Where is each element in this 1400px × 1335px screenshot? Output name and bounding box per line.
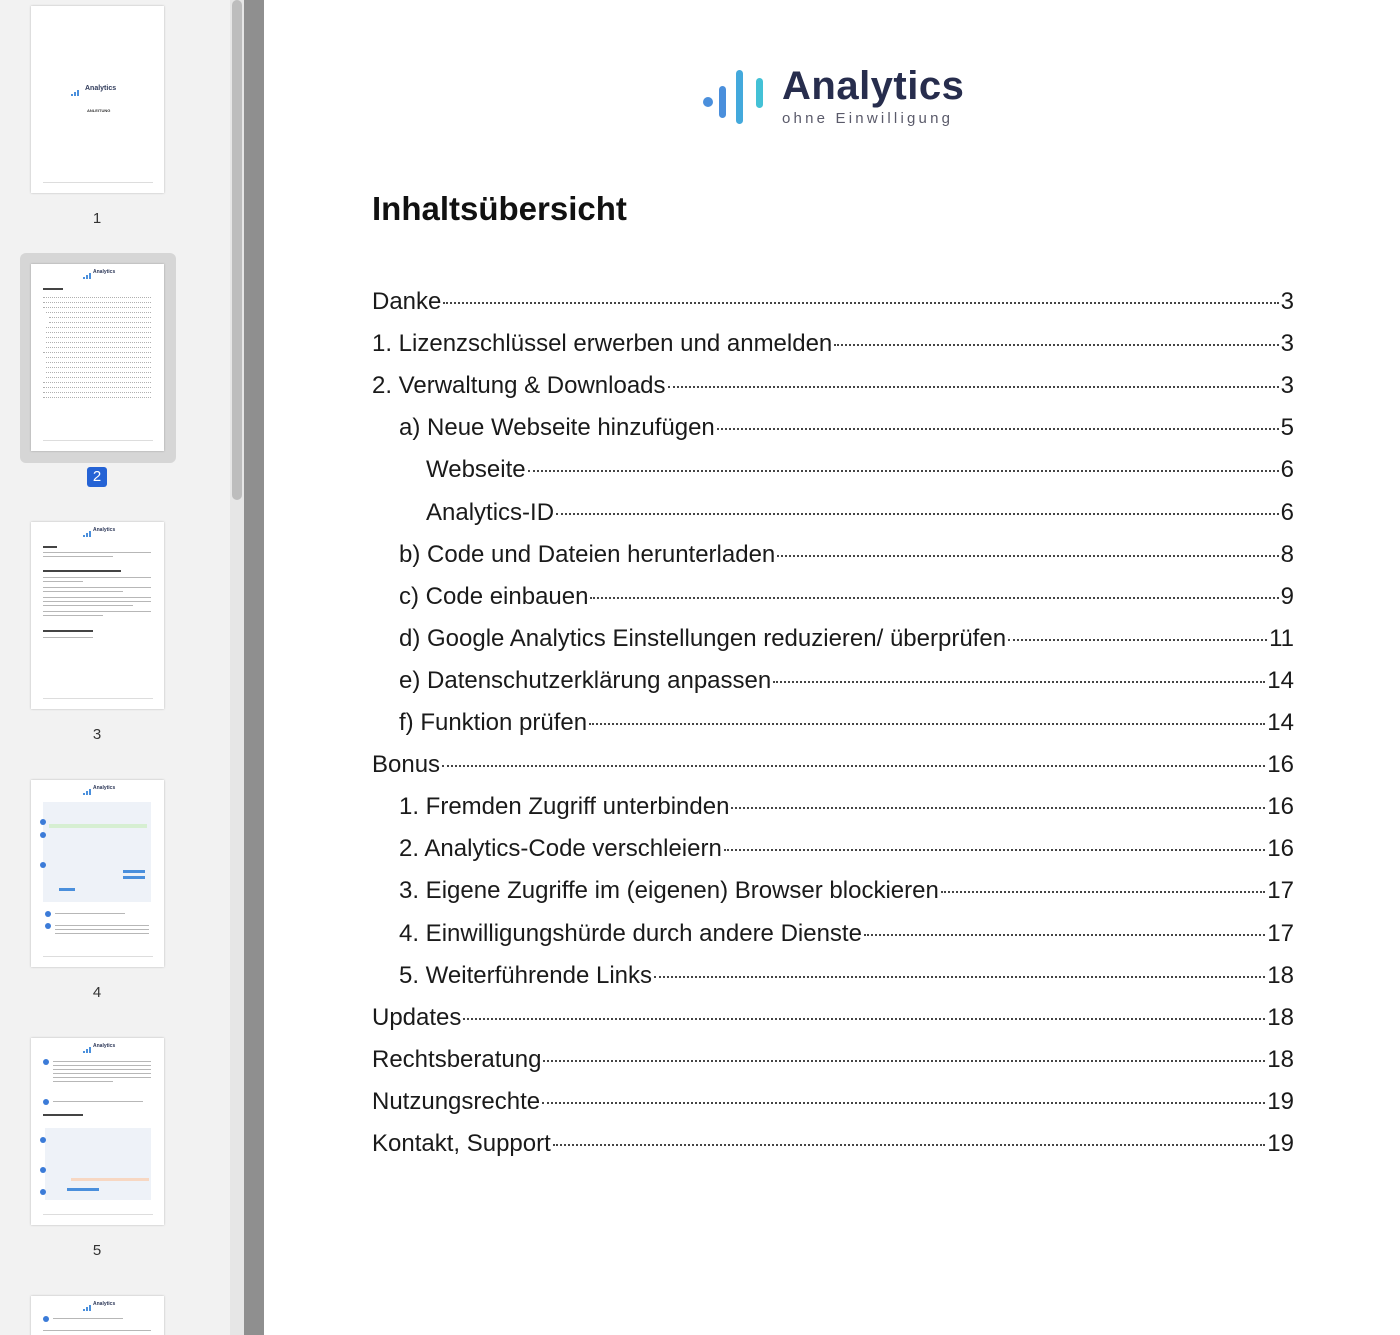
- mini-toc-line: [46, 342, 151, 343]
- mini-logo-icon: [71, 90, 81, 96]
- mini-step-10: [40, 1189, 46, 1195]
- toc-dot-leader: [724, 849, 1265, 851]
- toc-entry-page-number: 11: [1269, 624, 1294, 652]
- mini-text: [55, 933, 149, 934]
- page-number-1: 1: [92, 210, 102, 227]
- mini-text: [43, 637, 93, 638]
- toc-entry-page-number: 3: [1280, 372, 1294, 400]
- page-number-3: 3: [92, 726, 102, 743]
- toc-dot-leader: [442, 765, 1265, 767]
- page-thumbnail-1[interactable]: [31, 6, 164, 193]
- toc-entry[interactable]: [372, 1088, 1294, 1130]
- mini-logo-text: Analytics: [93, 1301, 116, 1307]
- logo-subtitle: ohne Einwilligung: [782, 110, 954, 127]
- toc-entry-label: Updates: [372, 1003, 462, 1031]
- mini-toc-line: [46, 332, 151, 333]
- toc-entry-page-number: 9: [1280, 582, 1294, 610]
- toc-entry[interactable]: [372, 288, 1294, 330]
- toc-entry[interactable]: [372, 541, 1294, 583]
- toc-dot-leader: [773, 681, 1265, 683]
- toc-entry-label: b) Code und Dateien herunterladen: [399, 540, 776, 568]
- mini-step: [43, 1316, 49, 1322]
- toc-entry-label: e) Datenschutzerklärung anpassen: [399, 666, 772, 694]
- analytics-logo: [702, 60, 982, 130]
- mini-button: [67, 1188, 99, 1191]
- toc-entry-label: Kontakt, Support: [372, 1130, 551, 1157]
- toc-entry-label: Bonus: [372, 751, 441, 779]
- mini-heading: [43, 1114, 83, 1116]
- page-thumbnail-4[interactable]: [31, 780, 164, 967]
- mini-toc-line: [46, 367, 151, 368]
- mini-toc-line: [49, 317, 151, 318]
- toc-dot-leader: [668, 386, 1279, 388]
- mini-logo-text: Analytics: [93, 785, 116, 791]
- toc-dot-leader: [717, 428, 1279, 430]
- toc-dot-leader: [589, 723, 1265, 725]
- mini-step-2: [40, 832, 46, 838]
- toc-dot-leader: [731, 807, 1265, 809]
- toc-dot-leader: [1008, 639, 1267, 641]
- toc-entry-label: 5. Weiterführende Links: [399, 961, 653, 989]
- mini-toc-line: [43, 397, 151, 398]
- toc-dot-leader: [590, 597, 1278, 599]
- mini-logo-text: Analytics: [85, 85, 117, 92]
- mini-logo-icon: [83, 531, 93, 537]
- mini-toc-line: [43, 297, 151, 298]
- toc-entry-page-number: 17: [1267, 877, 1294, 905]
- mini-text: [53, 1073, 151, 1074]
- logo-bars-icon: [702, 68, 772, 126]
- page-number-4: 4: [92, 984, 102, 1001]
- mini-heading: [43, 570, 121, 572]
- mini-toc-line: [43, 387, 151, 388]
- mini-step-1: [40, 819, 46, 825]
- mini-text: [43, 1330, 151, 1331]
- toc-entry-page-number: 6: [1280, 498, 1294, 526]
- mini-text: [43, 605, 133, 606]
- mini-text: [43, 591, 123, 592]
- toc-entry[interactable]: [372, 962, 1294, 1004]
- thumbnail-sidebar[interactable]: [0, 0, 244, 1335]
- mini-text: [43, 581, 83, 582]
- toc-entry[interactable]: [372, 583, 1294, 625]
- sidebar-scrollbar-thumb[interactable]: [232, 0, 242, 500]
- toc-entry-page-number: 16: [1267, 751, 1294, 779]
- toc-entry-page-number: 18: [1267, 961, 1294, 989]
- mini-text: [43, 587, 151, 588]
- mini-text: [43, 556, 113, 557]
- toc-dot-leader: [553, 1144, 1266, 1146]
- toc-entry[interactable]: [372, 1046, 1294, 1088]
- logo-title: Analytics: [782, 64, 965, 108]
- toc-entry-label: c) Code einbauen: [399, 582, 589, 610]
- toc-entry-page-number: 16: [1267, 835, 1294, 863]
- mini-toc-line: [46, 312, 151, 313]
- mini-footer: [43, 1214, 153, 1215]
- toc-entry-label: 4. Einwilligungshürde durch andere Dienste: [399, 919, 862, 947]
- toc-entry[interactable]: [372, 835, 1294, 877]
- toc-entry-page-number: 19: [1267, 1087, 1294, 1115]
- mini-text: [55, 929, 149, 930]
- toc-entry-label: Nutzungsrechte: [372, 1087, 541, 1115]
- mini-logo-text: Analytics: [93, 1043, 116, 1049]
- toc-entry-label: Analytics-ID: [426, 498, 555, 526]
- toc-entry-page-number: 8: [1280, 540, 1294, 568]
- mini-warning-bar: [71, 1178, 149, 1181]
- mini-toc-line: [46, 372, 151, 373]
- mini-heading: [43, 630, 93, 632]
- mini-step-7: [43, 1099, 49, 1105]
- mini-logo-icon: [83, 1305, 93, 1311]
- toc-entry-label: Rechtsberatung: [372, 1045, 542, 1073]
- mini-step-6: [43, 1059, 49, 1065]
- toc-entry-label: 2. Analytics-Code verschleiern: [399, 835, 722, 863]
- mini-footer: [43, 440, 153, 441]
- mini-text: [53, 1101, 143, 1102]
- toc-entry-label: 2. Verwaltung & Downloads: [372, 372, 666, 400]
- mini-text: [55, 925, 149, 926]
- mini-heading: [43, 288, 63, 290]
- toc-dot-leader: [463, 1018, 1265, 1020]
- mini-text: [43, 577, 151, 578]
- toc-entry-page-number: 17: [1267, 919, 1294, 947]
- toc-entry[interactable]: [372, 1130, 1294, 1172]
- toc-dot-leader: [528, 470, 1279, 472]
- sidebar-divider[interactable]: [244, 0, 264, 1335]
- mini-text: [53, 1318, 123, 1319]
- toc-dot-leader: [543, 1060, 1265, 1062]
- mini-step-4: [45, 911, 51, 917]
- toc-entry[interactable]: [372, 372, 1294, 414]
- page-thumbnail-5[interactable]: [31, 1038, 164, 1225]
- toc-dot-leader: [777, 555, 1278, 557]
- mini-button: [59, 888, 75, 891]
- page-title: Inhaltsübersicht: [372, 190, 627, 227]
- toc-entry-page-number: 6: [1280, 456, 1294, 484]
- mini-step-5: [45, 923, 51, 929]
- mini-logo-icon: [83, 1047, 93, 1053]
- mini-footer: [43, 698, 153, 699]
- toc-dot-leader: [443, 302, 1278, 304]
- toc-entry-page-number: 18: [1267, 1045, 1294, 1073]
- mini-screenshot: [43, 802, 151, 902]
- mini-logo-text: Analytics: [93, 527, 116, 533]
- mini-button: [123, 876, 145, 879]
- mini-step-9: [40, 1167, 46, 1173]
- mini-success-bar: [49, 824, 147, 828]
- mini-footer: [43, 956, 153, 957]
- toc-entry-label: 1. Fremden Zugriff unterbinden: [399, 793, 730, 821]
- toc-entry-page-number: 19: [1267, 1130, 1294, 1157]
- toc-entry-page-number: 3: [1280, 288, 1294, 315]
- toc-entry-label: a) Neue Webseite hinzufügen: [399, 414, 715, 442]
- toc-entry[interactable]: [372, 330, 1294, 372]
- toc-entry-page-number: 16: [1267, 793, 1294, 821]
- toc-dot-leader: [542, 1102, 1265, 1104]
- toc-dot-leader: [556, 513, 1279, 515]
- page-thumbnail-6[interactable]: [31, 1296, 164, 1335]
- mini-toc-line: [43, 392, 151, 393]
- mini-text: [43, 615, 103, 616]
- toc-entry-label: f) Funktion prüfen: [399, 709, 588, 736]
- mini-logo-text: Analytics: [93, 269, 116, 275]
- toc-entry-page-number: 5: [1280, 414, 1294, 442]
- toc-entry-page-number: 14: [1267, 709, 1294, 736]
- toc-entry[interactable]: [372, 414, 1294, 456]
- mini-step-8: [40, 1137, 46, 1143]
- toc-dot-leader: [941, 891, 1265, 893]
- mini-toc-line: [43, 352, 151, 353]
- toc-entry-page-number: 3: [1280, 330, 1294, 358]
- toc-entry[interactable]: [372, 456, 1294, 498]
- mini-step-3: [40, 862, 46, 868]
- mini-text: [55, 913, 125, 914]
- page-thumbnail-2[interactable]: [31, 264, 164, 451]
- toc-dot-leader: [864, 934, 1265, 936]
- toc-dot-leader: [834, 344, 1278, 346]
- mini-footer: [43, 182, 153, 183]
- mini-text: [43, 597, 151, 598]
- mini-text: [53, 1069, 151, 1070]
- mini-text: [43, 552, 151, 553]
- mini-text: [53, 1065, 151, 1066]
- toc-entry-label: 3. Eigene Zugriffe im (eigenen) Browser blockieren: [399, 877, 939, 905]
- mini-heading: [43, 546, 57, 548]
- mini-button: [123, 870, 145, 873]
- toc-entry[interactable]: [372, 709, 1294, 751]
- mini-toc-line: [46, 362, 151, 363]
- toc-entry[interactable]: [372, 667, 1294, 709]
- toc-entry-label: 1. Lizenzschlüssel erwerben und anmelden: [372, 330, 833, 358]
- toc-entry-label: d) Google Analytics Einstellungen reduzieren/ überprüfen: [399, 624, 1007, 652]
- toc-entry-label: Danke: [372, 288, 442, 315]
- mini-text: [43, 611, 151, 612]
- mini-toc-line: [43, 382, 151, 383]
- mini-toc-line: [43, 307, 151, 308]
- mini-text: [43, 601, 151, 602]
- mini-text: [53, 1061, 151, 1062]
- toc-entry[interactable]: [372, 793, 1294, 835]
- toc-entry[interactable]: [372, 920, 1294, 962]
- mini-toc-line: [43, 302, 151, 303]
- page-number-5: 5: [92, 1242, 102, 1259]
- toc-entry[interactable]: [372, 877, 1294, 919]
- toc-entry[interactable]: [372, 625, 1294, 667]
- page-thumbnail-3[interactable]: [31, 522, 164, 709]
- toc-entry-page-number: 18: [1267, 1003, 1294, 1031]
- mini-logo-icon: [83, 789, 93, 795]
- toc-entry-label: Webseite: [426, 456, 526, 484]
- toc-entry[interactable]: [372, 751, 1294, 793]
- toc-dot-leader: [654, 976, 1265, 978]
- mini-toc-line: [49, 322, 151, 323]
- toc-entry-page-number: 14: [1267, 666, 1294, 694]
- toc-entry[interactable]: [372, 1004, 1294, 1046]
- mini-toc-line: [46, 347, 151, 348]
- document-page: [264, 0, 1400, 1335]
- mini-toc-line: [46, 357, 151, 358]
- mini-text: [53, 1077, 151, 1078]
- mini-toc-line: [46, 327, 151, 328]
- mini-text: [53, 1081, 113, 1082]
- mini-toc-line: [46, 337, 151, 338]
- mini-caption: ANLEITUNG: [87, 108, 111, 113]
- toc-entry[interactable]: [372, 499, 1294, 541]
- mini-logo-icon: [83, 273, 93, 279]
- mini-toc-line: [46, 377, 151, 378]
- page-number-2: 2: [87, 467, 107, 487]
